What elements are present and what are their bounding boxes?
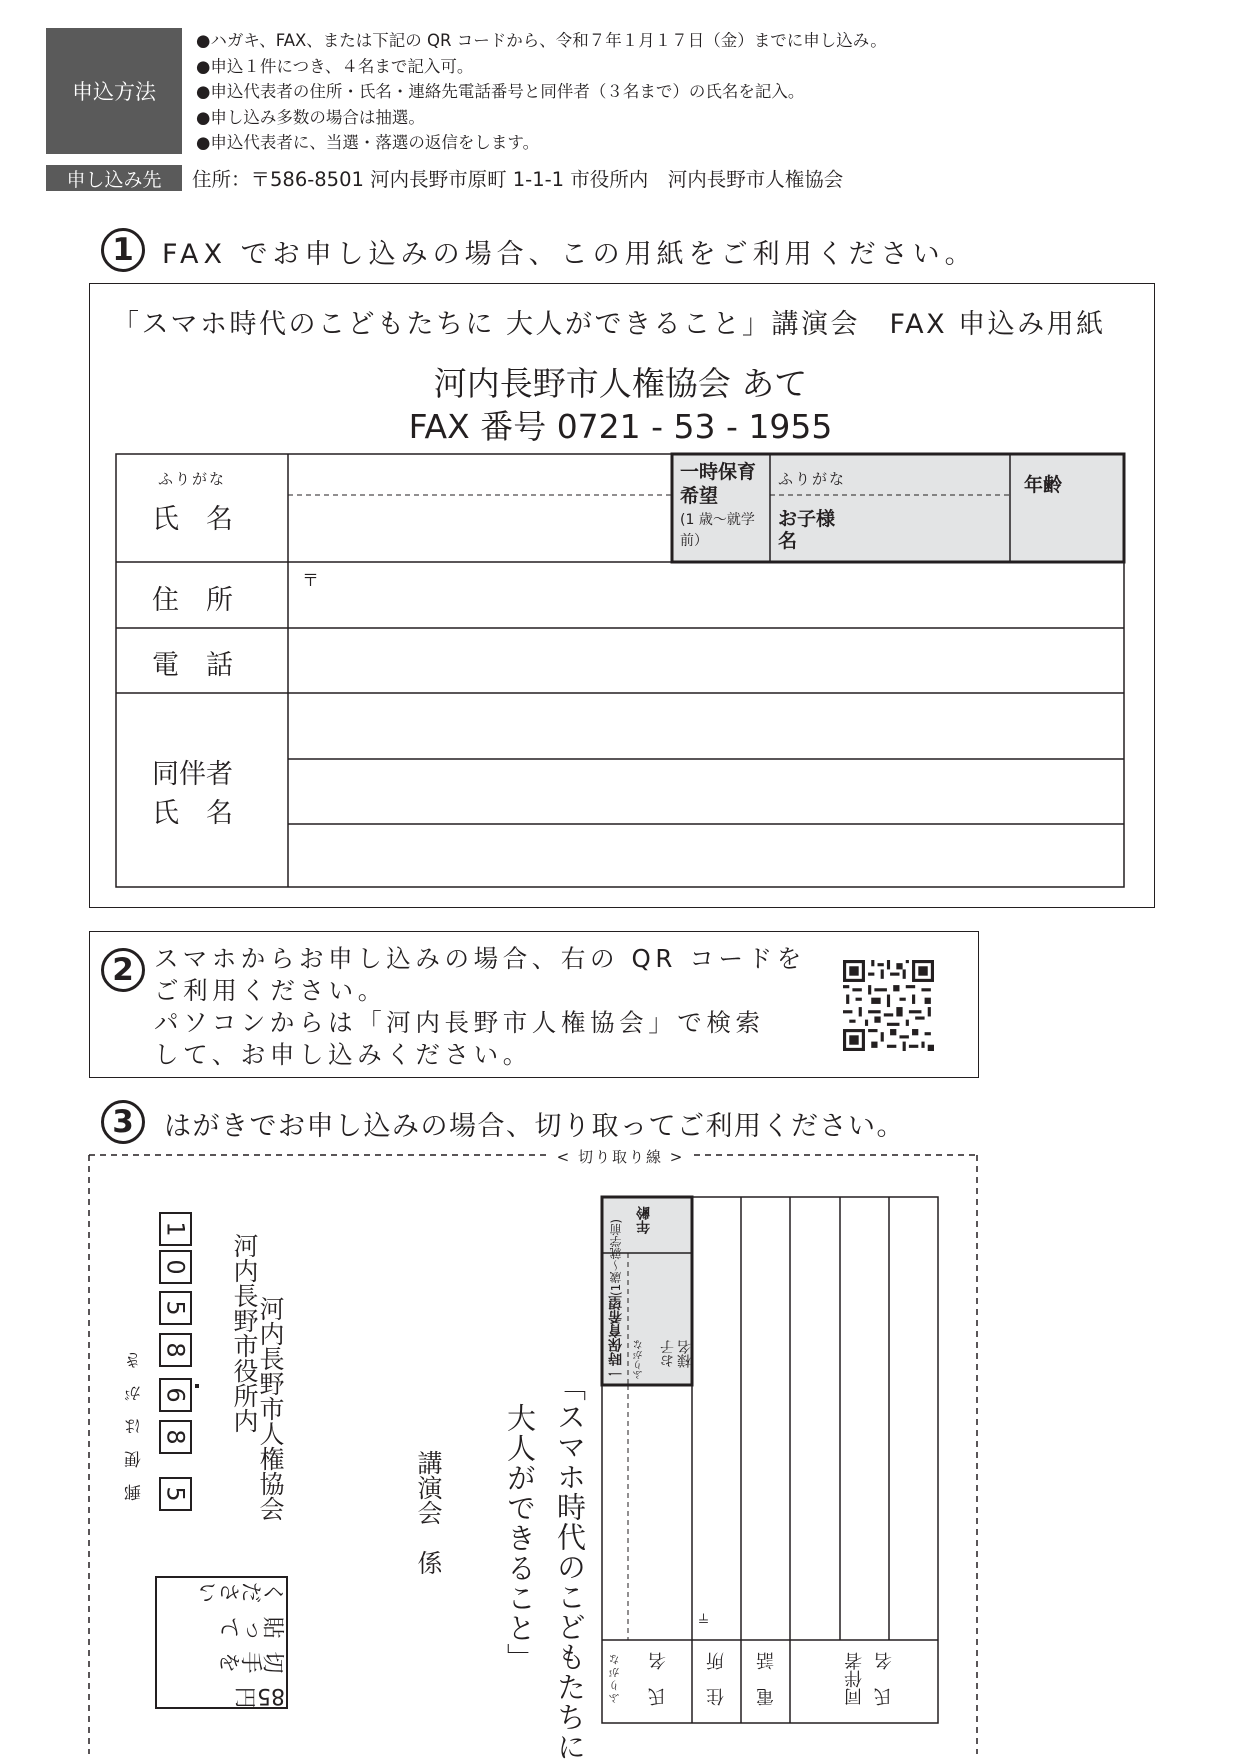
zip-digit-text: 8 [161,1342,190,1358]
pc-postal-mark: 〒 [698,1612,713,1625]
stamp-line: 85円 [235,1683,285,1708]
section-1-title: FAX でお申し込みの場合、この用紙をご利用ください。 [162,239,977,270]
zip-digit [159,1291,192,1325]
section-number-2: 2 [101,948,145,992]
pc-childcare-title-text: 一時保育希望 [608,1296,624,1380]
section-number-3: 3 [101,1100,145,1144]
section-3-title: はがきでお申し込みの場合、切り取ってご利用ください。 [164,1111,905,1142]
fax-number: FAX 番号 0721 - 53 - 1955 [408,407,833,446]
zip-digit-text: 1 [161,1221,190,1237]
zip-digit [159,1378,192,1412]
zip-digit-text: 6 [161,1387,190,1403]
method-item: ●ハガキ、FAX、または下記の QR コードから、令和７年１月１７日（金）までに申し込み。 [196,31,887,50]
pc-furigana: ふりがな [608,1652,621,1704]
pc-companion-name-label: 氏 名 [874,1652,895,1706]
pc-phone-label: 電 話 [756,1652,777,1706]
childcare-range: (1 歳～就学前） [680,512,755,549]
childcare-title: 一時保育希望 [680,461,757,507]
pc-child-name-1: お子 [660,1340,676,1368]
zip-digit [159,1477,192,1511]
address-label: 住 所 [152,585,233,616]
zip-digit-text: 0 [161,1259,190,1275]
stamp-line: 切手を [219,1648,285,1673]
zip-digit [159,1333,192,1367]
qr-line: して、お申し込みください。 [154,1040,532,1069]
fax-recipient: 河内長野市人権協会 あて [433,364,808,403]
zip-digit-text: 8 [161,1429,190,1445]
postal-mark: 〒 [302,571,319,591]
method-item: ●申込１件につき、４名まで記入可。 [196,56,474,76]
phone-label: 電 話 [152,650,233,681]
age-label: 年齢 [1024,474,1063,496]
name-label: 氏 名 [152,504,233,535]
zip-digit [159,1212,192,1246]
stamp-line: 貼って [219,1613,285,1638]
zip-digit [159,1420,192,1454]
postcard-label [122,1336,147,1501]
cut-line-text: < 切り取り線 > [551,1148,691,1166]
companion-label: 同伴者 [152,759,233,790]
pc-child-name-2: 様名 [677,1340,693,1368]
destination-label: 申し込み先 [46,165,182,191]
pc-name-label: 氏 名 [648,1652,669,1706]
pc-child-furigana: ふりがな [634,1340,645,1380]
zip-digit-text: 5 [161,1486,190,1502]
section-number-1: 1 [101,228,145,272]
child-name-label: お子様名 [778,508,836,552]
pc-childcare-range: (1歳～就学前) [609,1219,623,1296]
stamp-line: ください [197,1578,285,1603]
qr-line: ご利用ください。 [154,976,387,1005]
companion-name-label: 氏 名 [152,798,233,829]
event-line-3: 講演会 係 [414,1450,443,1575]
qr-line: スマホからお申し込みの場合、右の QR コードを [154,944,806,973]
name-furigana-label: ふりがな [158,470,227,488]
qr-line: パソコンからは「河内長野市人権協会」で検索 [154,1008,765,1037]
pc-childcare-title [606,1200,626,1380]
event-line-2: 大人ができること」 [503,1403,537,1673]
event-line-1: 「スマホ時代のこどもたちに [553,1372,587,1762]
stamp-text [159,1578,285,1708]
org-line: 河内長野市人権協会 [256,1296,285,1521]
pc-age-label: 年齢 [636,1206,652,1234]
method-label: 申込方法 [46,28,182,154]
method-item: ●申し込み多数の場合は抽選。 [196,107,425,127]
child-furigana-label: ふりがな [778,470,847,488]
postcard-label-text: 郵便はがき [125,1336,145,1501]
pc-companion-label: 同伴者 [844,1652,865,1706]
zip-digit [159,1250,192,1284]
address-line: 河内長野市役所内 [230,1233,259,1433]
cut-line-label [0,1146,1241,1167]
method-item: ●申込代表者の住所・氏名・連絡先電話番号と同伴者（３名まで）の氏名を記入。 [196,82,805,101]
zip-digit-text: 5 [161,1300,190,1316]
fax-form-title: 「スマホ時代のこどもたちに 大人ができること」講演会 FAX 申込み用紙 [112,309,1106,340]
method-item: ●申込代表者に、当選・落選の返信をします。 [196,133,540,152]
pc-address-label: 住 所 [706,1652,727,1706]
destination-address: 住所：〒586-8501 河内長野市原町 1-1-1 市役所内 河内長野市人権協会 [192,168,844,191]
